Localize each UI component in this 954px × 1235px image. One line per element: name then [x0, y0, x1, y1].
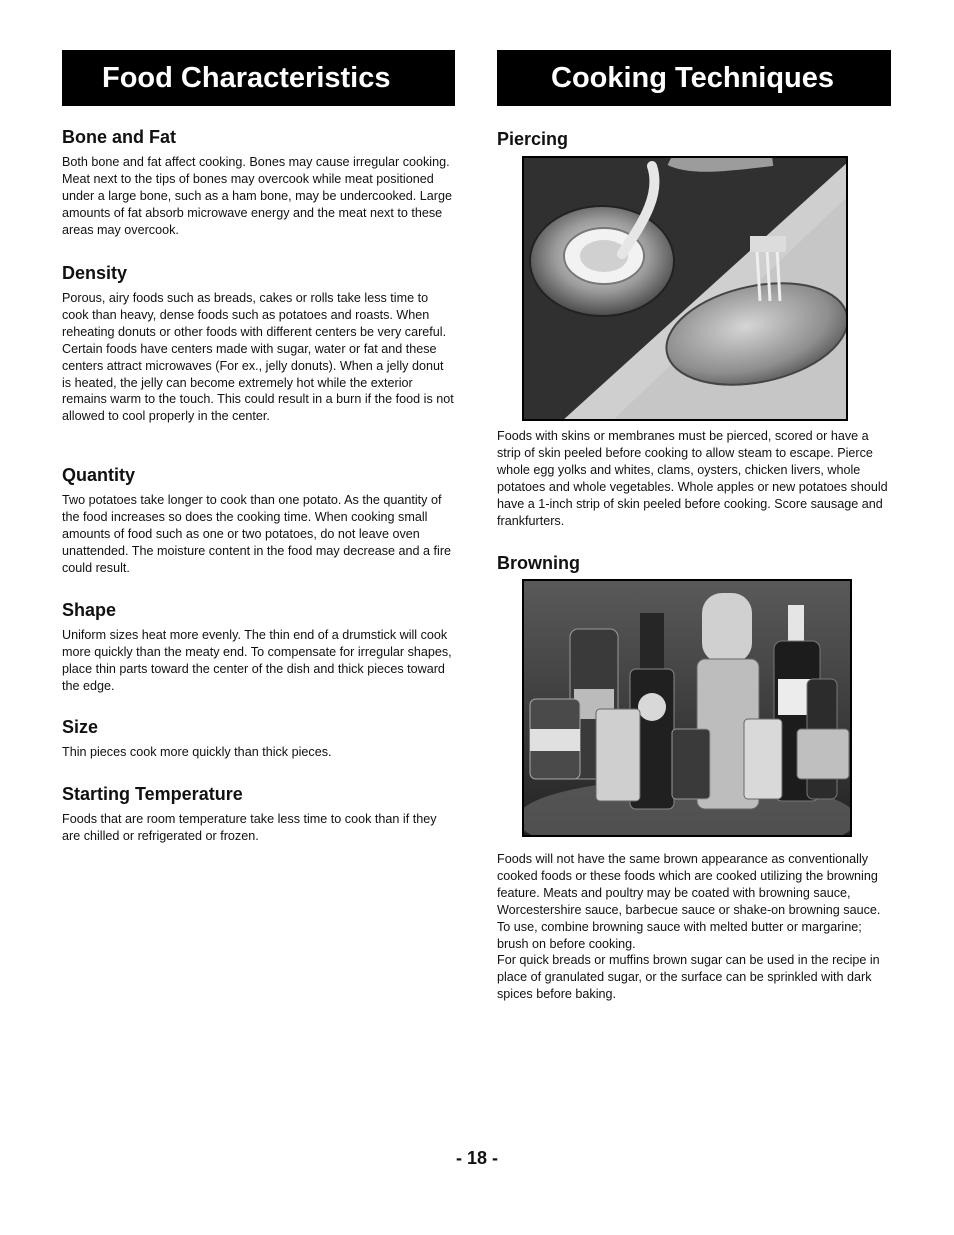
section-body: Foods with skins or membranes must be pierced, scored or have a strip of skin peeled before cooking to allow steam to escape. Pierce whole egg yolks and whites, clams, oysters, chicken livers, whole potatoes and whole vegetables. Whole apples or new potatoes should have a 1-inch strip of skin peeled before cooking. Score sausage and frankfurters. [497, 429, 888, 528]
page-number: - 18 - [455, 1148, 498, 1168]
section-browning-heading [497, 552, 893, 580]
section-title: Bone and Fat [62, 127, 177, 147]
section-title: Quantity [62, 465, 136, 485]
section-size [62, 716, 456, 761]
browning-illustration [522, 579, 852, 837]
food-characteristics-banner: Food Characteristics [62, 50, 455, 106]
section-title: Density [62, 263, 128, 283]
piercing-photo [522, 156, 848, 421]
piercing-illustration [522, 156, 848, 421]
section-title: Shape [62, 600, 117, 620]
section-starting-temperature [62, 783, 456, 845]
browning-photo [522, 579, 852, 837]
section-body: Uniform sizes heat more evenly. The thin end of a drumstick will cook more quickly than the meaty end. To compensate for irregular shapes, place thin parts toward the center of the dish and thick pieces toward the edge. [62, 628, 452, 693]
section-title: Browning [497, 553, 580, 573]
section-body-continued: For quick breads or muffins brown sugar can be used in the recipe in place of granulated sugar, or the surface can be sprinkled with dark spices before baking. [497, 953, 880, 1002]
section-title: Starting Temperature [62, 784, 243, 804]
cooking-techniques-banner: Cooking Techniques [497, 50, 891, 106]
section-body: Foods that are room temperature take less time to cook than if they are chilled or refrigerated or frozen. [62, 812, 437, 843]
section-piercing-heading [497, 128, 893, 156]
section-title: Size [62, 717, 99, 737]
section-bone-and-fat [62, 126, 456, 239]
section-density [62, 262, 456, 425]
section-body: Thin pieces cook more quickly than thick pieces. [62, 745, 332, 759]
section-piercing-body [497, 428, 893, 529]
section-title: Piercing [497, 129, 569, 149]
section-body: Two potatoes take longer to cook than one potato. As the quantity of the food increases so does the cooking time. When cooking small amounts of food such as one or two potatoes, do not leave oven unattended. The moisture content in the food may decrease and a fire could result. [62, 493, 452, 575]
section-body: Foods will not have the same brown appearance as conventionally cooked foods or these foods which are cooked utilizing the browning feature. Meats and poultry may be coated with browning sauce, Worcestershire sauce, barbecue sauce or shake-on browning sauce. To use, combine browning sauce with melted butter or margarine; brush on before cooking. [497, 852, 881, 951]
section-body: Porous, airy foods such as breads, cakes or rolls take less time to cook than heavy, dense foods such as potatoes and roasts. When reheating donuts or other foods with different centers be very careful. Certain foods have centers made with sugar, water or fat and these centers attract microwaves (For ex., jelly donuts). When a jelly donut is heated, the jelly can become extremely hot while the exterior remains warm to the touch. This could result in a burn if the food is not allowed to cool properly in the center. [62, 291, 454, 424]
section-quantity [62, 464, 456, 577]
section-browning-body [497, 851, 893, 1003]
section-body: Both bone and fat affect cooking. Bones may cause irregular cooking. Meat next to the tips of bones may overcook while meat positioned under a large bone, such as a ham bone, may be undercooked. Large amounts of fat absorb microwave energy and the meat next to these areas may overcook. [62, 155, 452, 237]
section-shape [62, 599, 456, 695]
